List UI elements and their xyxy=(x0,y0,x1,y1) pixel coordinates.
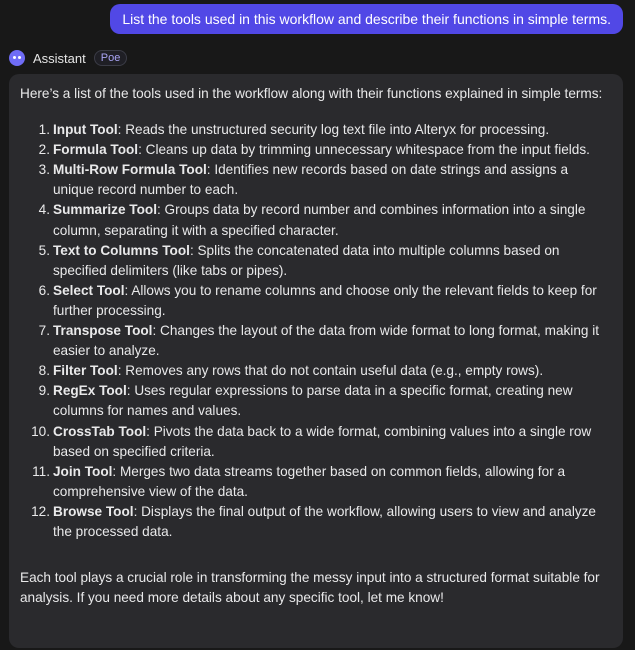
list-item-number: 3. xyxy=(38,162,50,178)
list-item xyxy=(20,462,611,502)
list-item-number: 1. xyxy=(38,122,50,138)
list-item-number: 6. xyxy=(38,282,50,298)
tool-name: Summarize Tool xyxy=(53,202,157,218)
tool-description: : Allows you to rename columns and choose only the relevant fields to keep for further processing. xyxy=(53,282,597,318)
message-outro: Each tool plays a crucial role in transforming the messy input into a structured format suitable for analysis. If you need more details about any specific tool, let me know! xyxy=(20,570,600,606)
tool-name: CrossTab Tool xyxy=(53,423,147,439)
list-item xyxy=(20,321,611,361)
list-item-number: 11. xyxy=(32,463,50,479)
tool-description: : Identifies new records based on date strings and assigns a unique record number to each. xyxy=(53,162,569,198)
list-item xyxy=(20,381,611,421)
tool-name: Text to Columns Tool xyxy=(53,242,190,258)
list-item xyxy=(20,422,611,462)
list-item-number: 2. xyxy=(38,142,50,158)
tool-name: Filter Tool xyxy=(53,363,118,379)
tool-name: Input Tool xyxy=(53,122,118,138)
list-item-number: 8. xyxy=(38,363,50,379)
tool-description: : Merges two data streams together based on common fields, allowing for a comprehensive view of the data. xyxy=(53,463,566,499)
assistant-name[interactable]: Assistant xyxy=(33,50,86,66)
list-item-number: 5. xyxy=(38,242,50,258)
tool-description: : Changes the layout of the data from wide format to long format, making it easier to analyze. xyxy=(53,323,600,359)
list-item xyxy=(20,361,611,381)
list-item xyxy=(20,120,611,140)
list-item-number: 9. xyxy=(38,383,50,399)
tool-name: Multi-Row Formula Tool xyxy=(53,162,207,178)
list-item xyxy=(20,200,611,240)
assistant-header xyxy=(9,50,127,66)
tool-name: Browse Tool xyxy=(53,503,134,519)
tool-description: : Groups data by record number and combines information into a single column, separating it with a specified character. xyxy=(53,202,586,238)
poe-bot-avatar-icon[interactable] xyxy=(9,50,25,66)
user-message-bubble: List the tools used in this workflow and describe their functions in simple terms. xyxy=(110,4,623,34)
list-item-number: 7. xyxy=(38,323,50,339)
list-item-number: 12. xyxy=(31,503,50,519)
list-item xyxy=(20,241,611,281)
tool-description: : Removes any rows that do not contain useful data (e.g., empty rows). xyxy=(117,363,544,379)
tool-name: Formula Tool xyxy=(53,142,139,158)
tool-description: : Displays the final output of the workflow, allowing users to view and analyze the processed data. xyxy=(53,503,596,539)
tool-description: : Cleans up data by trimming unnecessary whitespace from the input fields. xyxy=(138,142,590,158)
message-intro: Here’s a list of the tools used in the workflow along with their functions explained in simple terms: xyxy=(20,86,603,101)
tool-name: Transpose Tool xyxy=(53,323,153,339)
list-item xyxy=(20,502,611,542)
tool-name: Join Tool xyxy=(53,463,113,479)
tool-name: RegEx Tool xyxy=(53,383,127,399)
list-item-number: 4. xyxy=(38,202,50,218)
list-item xyxy=(20,160,611,200)
tool-description: : Reads the unstructured security log text file into Alteryx for processing. xyxy=(117,122,550,138)
tool-description: : Splits the concatenated data into multiple columns based on specified delimiters (like tabs or pipes). xyxy=(53,242,560,278)
tool-description: : Pivots the data back to a wide format, combining values into a single row based on specified criteria. xyxy=(53,423,592,459)
tool-name: Select Tool xyxy=(53,282,125,298)
user-message-row xyxy=(110,4,623,34)
list-item xyxy=(20,140,611,160)
assistant-message xyxy=(9,74,623,648)
list-item xyxy=(20,281,611,321)
tool-description: : Uses regular expressions to parse data in a specific format, creating new columns for names and values. xyxy=(53,383,573,419)
list-item-number: 10. xyxy=(31,423,50,439)
tools-list xyxy=(20,120,611,542)
poe-badge: Poe xyxy=(94,50,128,66)
